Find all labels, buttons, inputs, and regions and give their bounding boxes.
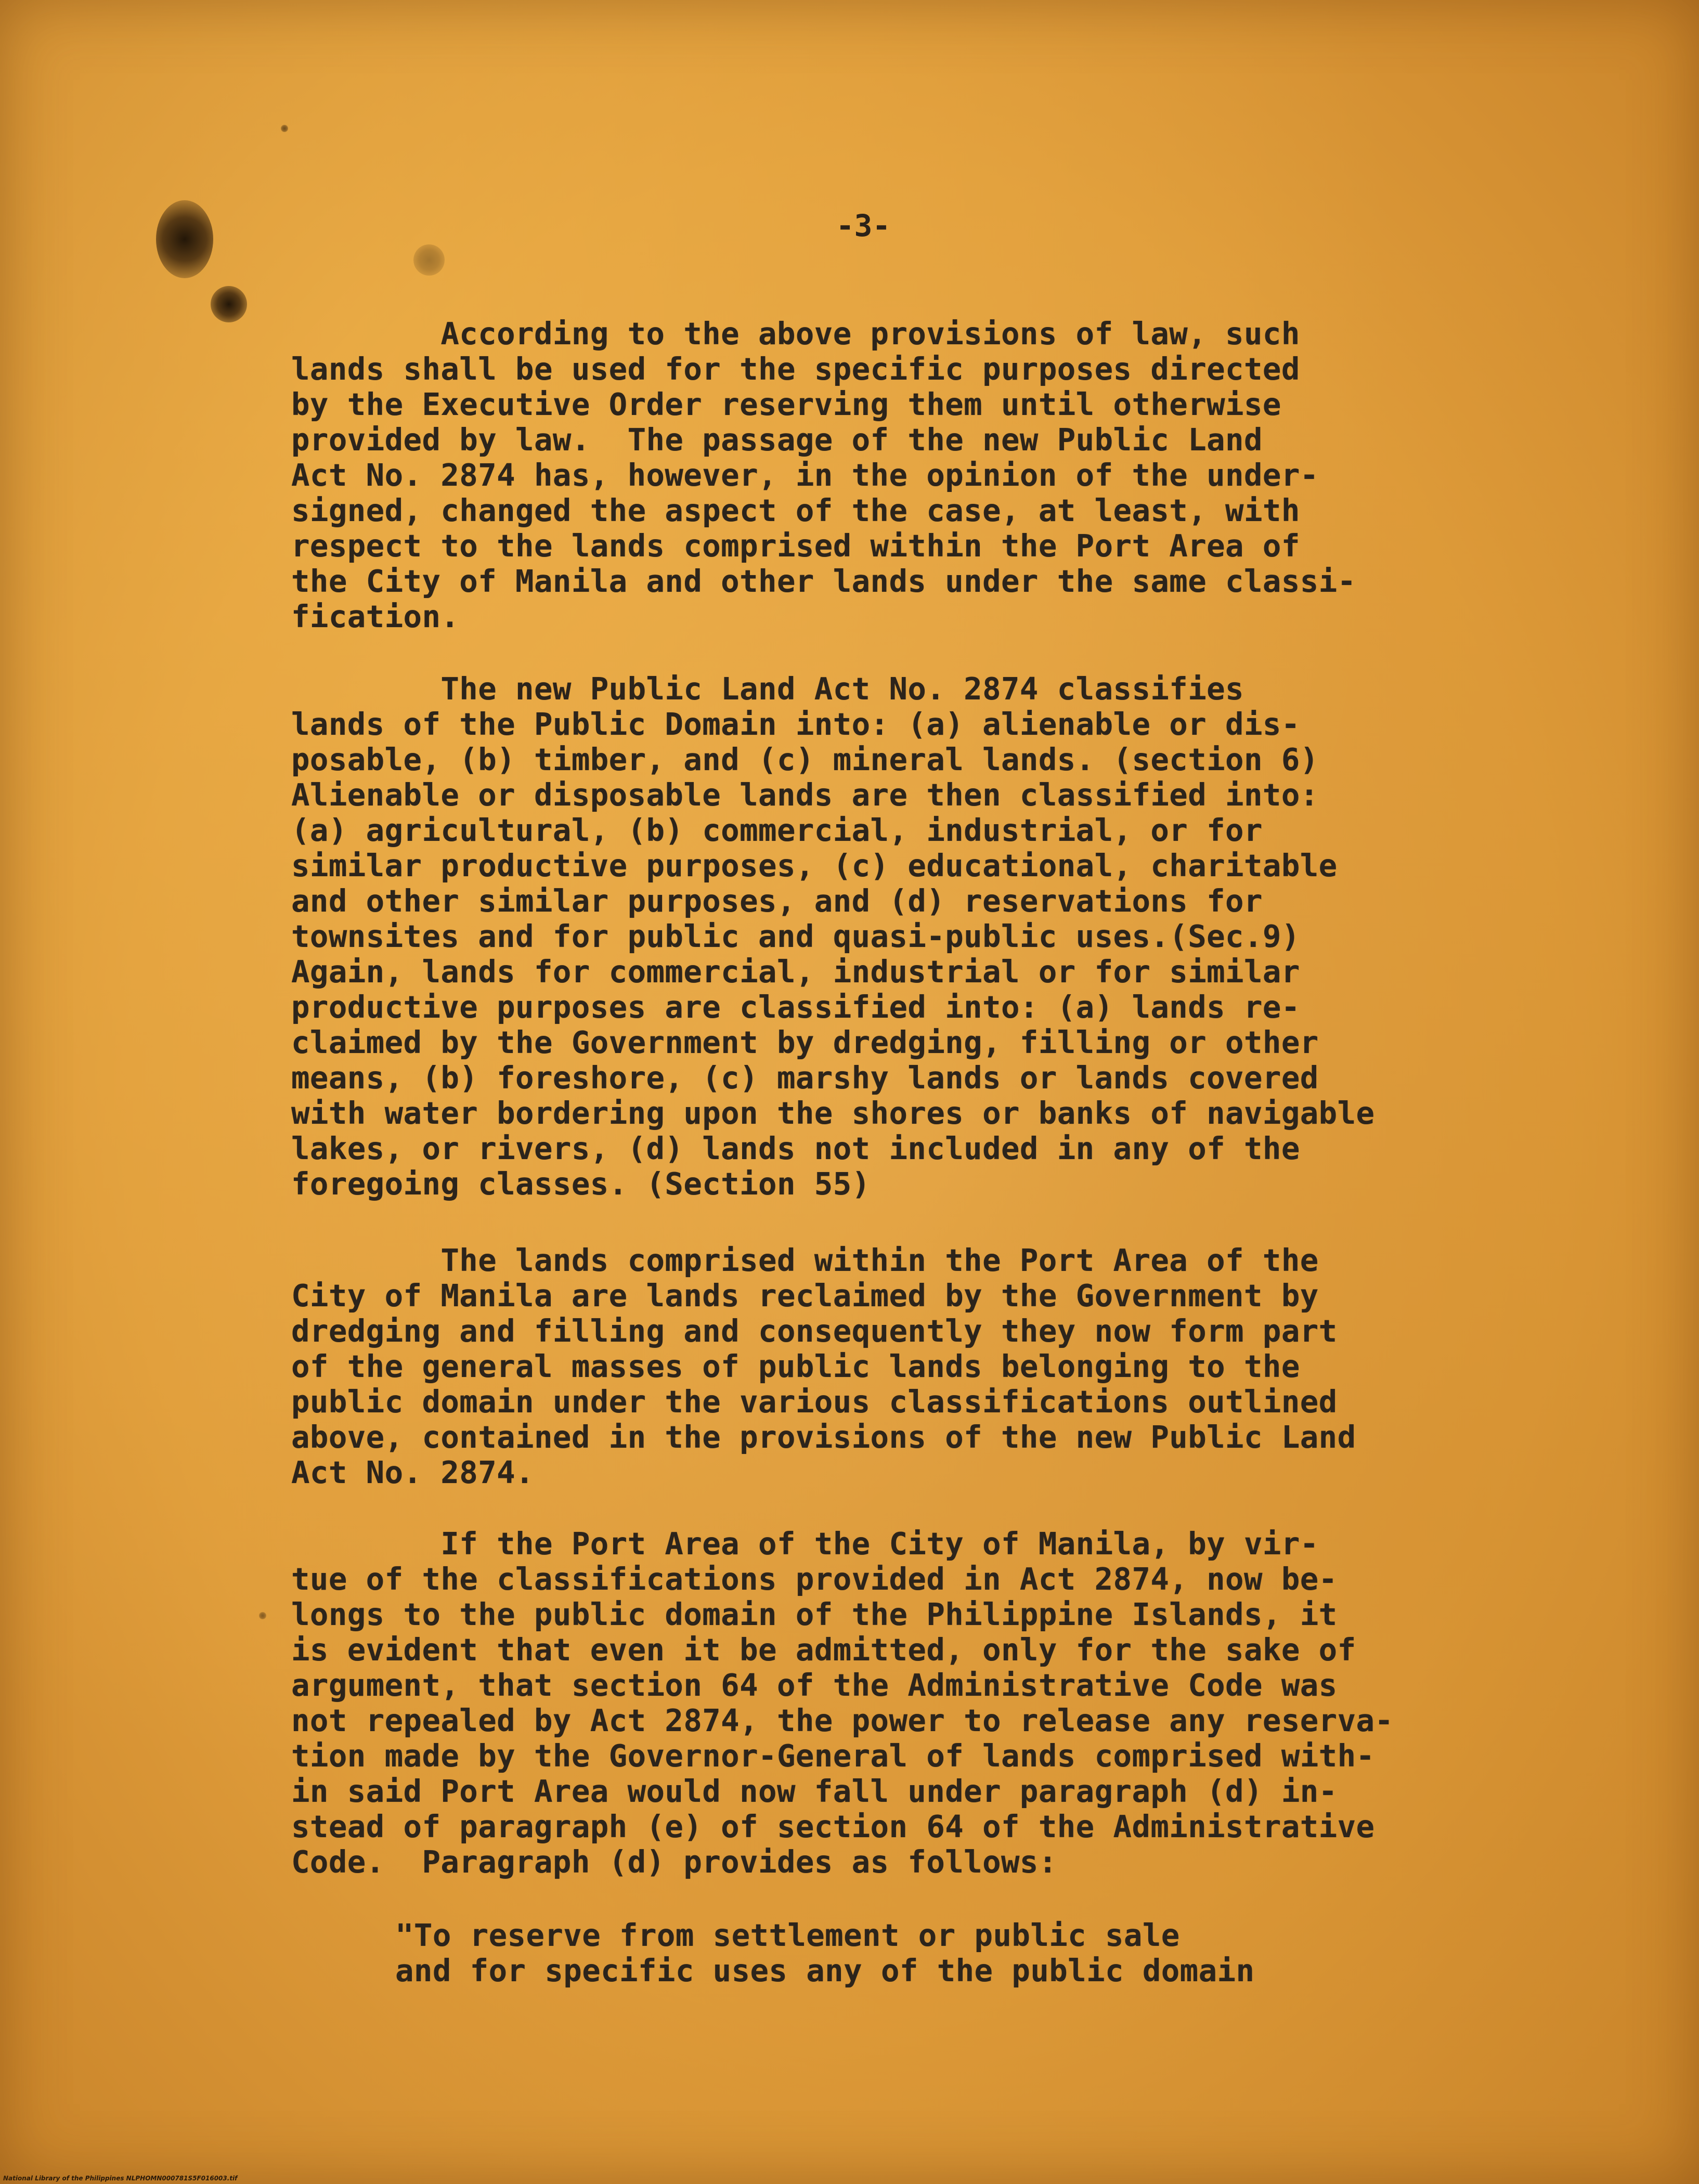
paragraph: According to the above provisions of law, such lands shall be used for the specific purposes directed by the Executive Order reserving them until otherwise provided by law. The passage of the new Public Land Act No. 2874 has, however, in the opinion of the under- signed, changed the aspect of the case, at least, with respect to the lands comprised within the Port Area of the City of Manila and other lands under the same classi- fication. <box>291 316 1356 634</box>
ink-stain <box>413 244 445 276</box>
ink-stain <box>281 125 288 132</box>
ink-stain <box>156 200 213 278</box>
paragraph: The lands comprised within the Port Area of the City of Manila are lands reclaimed by the Government by dredging and filling and consequently they now form part of the general masses of public lands belonging to the public domain under the various classifications outlined above, contained in the provisions of the new Public Land Act No. 2874. <box>291 1242 1356 1490</box>
archive-credit: National Library of the Philippines NLPHOMN000781S5F016003.tif <box>3 2175 238 2182</box>
quoted-provision: "To reserve from settlement or public sale and for specific uses any of the public domain <box>395 1917 1255 1988</box>
ink-stain <box>259 1612 266 1619</box>
ink-stain <box>211 286 247 322</box>
paragraph: The new Public Land Act No. 2874 classifies lands of the Public Domain into: (a) alienable or dis- posable, (b) timber, and (c) mineral lands. (section 6) Alienable or disposable lands are then classified into: (a) agricultural, (b) commercial, industrial, or for similar productive purposes, (c) educational, charitable and other similar purposes, and (d) reservations for townsites and for public and quasi-public uses.(Sec.9) Again, lands for commercial, industrial or for similar productive purposes are classified into: (a) lands re- claimed by the Government by dredging, filling or other means, (b) foreshore, (c) marshy lands or lands covered with water bordering upon the shores or banks of navigable lakes, or rivers, (d) lands not included in any of the foregoing classes. (Section 55) <box>291 671 1375 1202</box>
page-number: -3- <box>836 208 891 243</box>
paragraph: If the Port Area of the City of Manila, by vir- tue of the classifications provided in Act 2874, now be- longs to the public domain of the Philippine Islands, it is evident that even it be admitted, only for the sake of argument, that section 64 of the Administrative Code was not repealed by Act 2874, the power to release any reserva- tion made by the Governor-General of lands comprised with- in said Port Area would now fall under paragraph (d) in- stead of paragraph (e) of section 64 of the Administrative Code. Paragraph (d) provides as follows: <box>291 1526 1394 1880</box>
